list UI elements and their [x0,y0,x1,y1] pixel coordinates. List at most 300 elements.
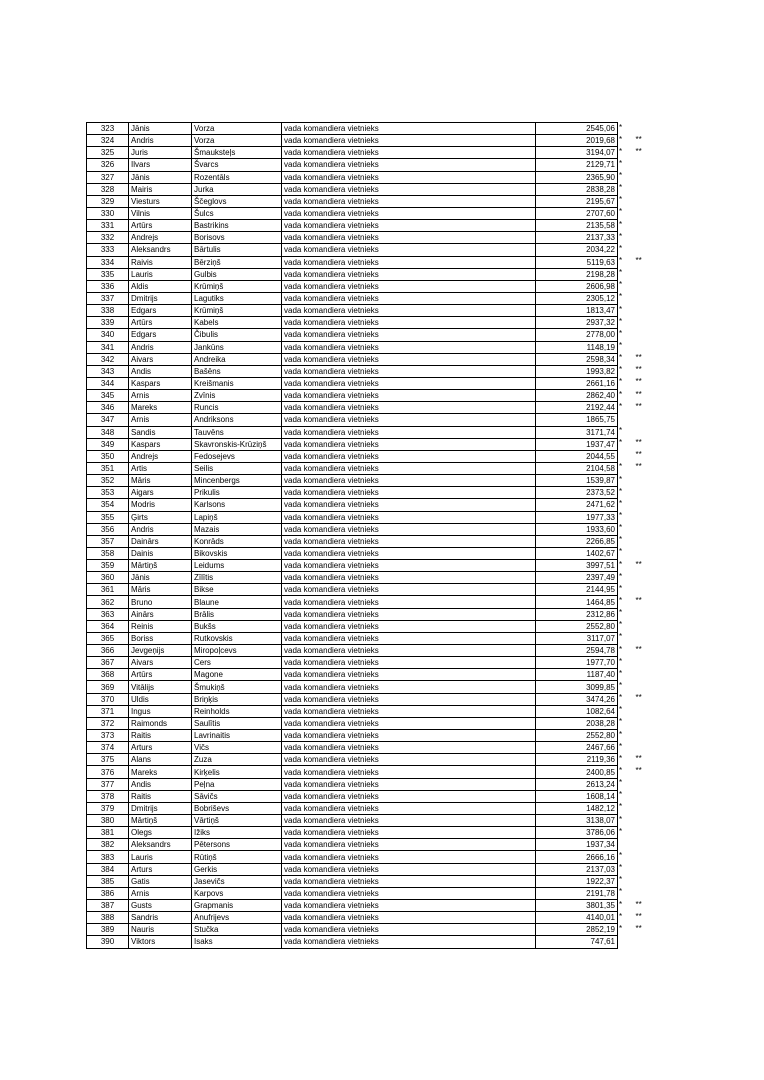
mark-double [630,620,662,632]
position: vada komandiera vietnieks [282,900,536,912]
last-name: Cers [192,657,282,669]
last-name: Karpovs [192,887,282,899]
mark-double [630,232,662,244]
amount: 2666,16 [536,851,618,863]
mark-single: * [619,511,623,520]
first-name: Kaspars [129,377,192,389]
table-row [87,875,662,887]
mark-double [630,329,662,341]
position: vada komandiera vietnieks [282,936,536,948]
first-name: Ģirts [129,511,192,523]
mark-double [630,669,662,681]
row-number: 339 [87,317,129,329]
mark-single: * [619,656,623,666]
mark-single: * [619,365,623,375]
last-name: Jurka [192,183,282,195]
row-number: 361 [87,584,129,596]
mark-single: * [619,583,623,593]
mark-double: ** [635,765,642,775]
first-name: Ainārs [129,608,192,620]
position: vada komandiera vietnieks [282,875,536,887]
last-name: Rutkovskis [192,632,282,644]
mark-single: * [619,911,623,921]
row-number: 355 [87,511,129,523]
amount: 3997,51 [536,560,618,572]
row-number: 389 [87,924,129,936]
position: vada komandiera vietnieks [282,305,536,317]
last-name: Saulītis [192,717,282,729]
last-name: Bārtulis [192,244,282,256]
mark-double: ** [635,438,642,448]
last-name: Borisovs [192,232,282,244]
last-name: Šulcs [192,207,282,219]
position: vada komandiera vietnieks [282,912,536,924]
row-number: 378 [87,790,129,802]
first-name: Raitis [129,790,192,802]
last-name: Reinholds [192,705,282,717]
table-row [87,560,662,572]
row-number: 340 [87,329,129,341]
first-name: Mairis [129,183,192,195]
row-number: 326 [87,159,129,171]
position: vada komandiera vietnieks [282,317,536,329]
first-name: Dainārs [129,535,192,547]
last-name: Krūmiņš [192,305,282,317]
table-row [87,839,662,851]
row-number: 350 [87,450,129,462]
table-row [87,535,662,547]
last-name: Stučka [192,924,282,936]
mark-single: * [619,559,623,569]
first-name: Artūrs [129,317,192,329]
mark-double: ** [635,595,642,605]
last-name: Brālis [192,608,282,620]
first-name: Mārtiņš [129,815,192,827]
position: vada komandiera vietnieks [282,414,536,426]
amount: 1977,70 [536,657,618,669]
table-row [87,305,662,317]
row-number: 345 [87,390,129,402]
last-name: Vorza [192,135,282,147]
position: vada komandiera vietnieks [282,377,536,389]
first-name: Ilvars [129,159,192,171]
row-number: 380 [87,815,129,827]
position: vada komandiera vietnieks [282,135,536,147]
position: vada komandiera vietnieks [282,232,536,244]
first-name: Aleksandrs [129,244,192,256]
table-row [87,135,662,147]
mark-double [630,341,662,353]
mark-double [630,414,662,426]
mark-single: * [619,377,623,387]
mark-single: * [619,717,623,727]
amount: 2400,85 [536,766,618,778]
position: vada komandiera vietnieks [282,754,536,766]
position: vada komandiera vietnieks [282,207,536,219]
mark-double [630,839,662,851]
mark-single: * [619,474,623,484]
mark-double: ** [635,146,642,156]
first-name: Dmitrijs [129,292,192,304]
position: vada komandiera vietnieks [282,487,536,499]
row-number: 329 [87,195,129,207]
mark-double: ** [635,389,642,399]
last-name: Zvīnis [192,390,282,402]
first-name: Kaspars [129,438,192,450]
mark-double [630,207,662,219]
table-row [87,742,662,754]
position: vada komandiera vietnieks [282,596,536,608]
table-row [87,220,662,232]
position: vada komandiera vietnieks [282,390,536,402]
mark-single: * [619,401,623,411]
position: vada komandiera vietnieks [282,657,536,669]
table-row [87,462,662,474]
amount: 2034,22 [536,244,618,256]
amount: 4140,01 [536,912,618,924]
mark-double [630,608,662,620]
last-name: Andreika [192,353,282,365]
last-name: Bastrikins [192,220,282,232]
amount: 2471,62 [536,499,618,511]
mark-single: * [619,608,623,618]
mark-double [630,511,662,523]
position: vada komandiera vietnieks [282,839,536,851]
table-row [87,426,662,438]
last-name: Ižiks [192,827,282,839]
last-name: Gulbis [192,268,282,280]
last-name: Fedosejevs [192,450,282,462]
position: vada komandiera vietnieks [282,365,536,377]
amount: 1148,19 [536,341,618,353]
mark-double [630,584,662,596]
mark-single: * [619,134,623,144]
mark-single: * [619,158,623,168]
position: vada komandiera vietnieks [282,535,536,547]
position: vada komandiera vietnieks [282,341,536,353]
first-name: Raivis [129,256,192,268]
table-row [87,280,662,292]
last-name: Peļna [192,778,282,790]
row-number: 366 [87,645,129,657]
row-number: 323 [87,123,129,135]
table-row [87,511,662,523]
last-name: Bobriševs [192,802,282,814]
row-number: 368 [87,669,129,681]
first-name: Andis [129,778,192,790]
first-name: Māris [129,584,192,596]
table-row [87,523,662,535]
first-name: Andris [129,135,192,147]
position: vada komandiera vietnieks [282,450,536,462]
last-name: Vārtiņš [192,815,282,827]
mark-double: ** [635,923,642,933]
mark-single: * [619,863,623,873]
row-number: 385 [87,875,129,887]
first-name: Artūrs [129,220,192,232]
mark-double: ** [635,450,642,460]
mark-single: * [619,268,623,278]
position: vada komandiera vietnieks [282,292,536,304]
amount: 2312,86 [536,608,618,620]
position: vada komandiera vietnieks [282,171,536,183]
mark-single: * [619,122,623,132]
amount: 2606,98 [536,280,618,292]
first-name: Arnis [129,390,192,402]
mark-double: ** [635,693,642,703]
row-number: 331 [87,220,129,232]
last-name: Kirķelis [192,766,282,778]
table-row [87,632,662,644]
mark-double: ** [635,899,642,909]
mark-single: * [619,438,623,448]
mark-single: * [619,680,623,690]
mark-double [630,523,662,535]
mark-single: * [619,765,623,775]
table-row [87,936,662,948]
amount: 2191,78 [536,887,618,899]
table-row [87,475,662,487]
mark-single: * [619,171,623,181]
mark-single: * [619,826,623,836]
table-row [87,377,662,389]
last-name: Lagutiks [192,292,282,304]
mark-double [630,875,662,887]
amount: 1464,85 [536,596,618,608]
mark-double: ** [635,559,642,569]
first-name: Dmitrijs [129,802,192,814]
mark-double [630,778,662,790]
first-name: Mareks [129,766,192,778]
last-name: Blaune [192,596,282,608]
mark-double [630,790,662,802]
table-row [87,159,662,171]
table-row [87,705,662,717]
mark-double [630,220,662,232]
table-row [87,681,662,693]
row-number: 333 [87,244,129,256]
first-name: Gusts [129,900,192,912]
row-number: 372 [87,717,129,729]
position: vada komandiera vietnieks [282,220,536,232]
table-row [87,450,662,462]
position: vada komandiera vietnieks [282,462,536,474]
table-row [87,827,662,839]
mark-single [618,450,630,462]
row-number: 338 [87,305,129,317]
position: vada komandiera vietnieks [282,426,536,438]
mark-double [630,887,662,899]
mark-double [630,851,662,863]
mark-single [618,414,630,426]
amount: 2467,66 [536,742,618,754]
position: vada komandiera vietnieks [282,766,536,778]
first-name: Arturs [129,863,192,875]
position: vada komandiera vietnieks [282,778,536,790]
amount: 1402,67 [536,547,618,559]
position: vada komandiera vietnieks [282,499,536,511]
first-name: Arturs [129,742,192,754]
row-number: 374 [87,742,129,754]
position: vada komandiera vietnieks [282,147,536,159]
row-number: 336 [87,280,129,292]
position: vada komandiera vietnieks [282,730,536,742]
mark-double [630,475,662,487]
mark-double [630,657,662,669]
amount: 2198,28 [536,268,618,280]
first-name: Artūrs [129,669,192,681]
table-row [87,693,662,705]
last-name: Kreišmanis [192,377,282,389]
mark-double [630,827,662,839]
row-number: 375 [87,754,129,766]
last-name: Vorza [192,123,282,135]
mark-single: * [619,243,623,253]
amount: 2135,58 [536,220,618,232]
table-row [87,900,662,912]
first-name: Edgars [129,305,192,317]
first-name: Uldis [129,693,192,705]
position: vada komandiera vietnieks [282,887,536,899]
position: vada komandiera vietnieks [282,645,536,657]
amount: 1539,87 [536,475,618,487]
first-name: Arnis [129,414,192,426]
amount: 2129,71 [536,159,618,171]
mark-double: ** [635,365,642,375]
amount: 3138,07 [536,815,618,827]
position: vada komandiera vietnieks [282,547,536,559]
first-name: Aivars [129,657,192,669]
position: vada komandiera vietnieks [282,620,536,632]
first-name: Vitālijs [129,681,192,693]
amount: 2838,28 [536,183,618,195]
position: vada komandiera vietnieks [282,584,536,596]
table-row [87,317,662,329]
table-row [87,414,662,426]
row-number: 382 [87,839,129,851]
amount: 2598,34 [536,353,618,365]
first-name: Lauris [129,851,192,863]
mark-single [618,936,630,948]
amount: 2305,12 [536,292,618,304]
row-number: 330 [87,207,129,219]
first-name: Bruno [129,596,192,608]
last-name: Šmukiņš [192,681,282,693]
table-row [87,924,662,936]
last-name: Miropoļcevs [192,645,282,657]
mark-single: * [619,850,623,860]
mark-single: * [619,341,623,351]
amount: 1082,64 [536,705,618,717]
first-name: Juris [129,147,192,159]
row-number: 348 [87,426,129,438]
mark-double [630,815,662,827]
mark-single: * [619,887,623,897]
mark-single: * [619,280,623,290]
first-name: Andris [129,341,192,353]
mark-single: * [619,462,623,472]
amount: 5119,63 [536,256,618,268]
amount: 1937,34 [536,839,618,851]
first-name: Boriss [129,632,192,644]
amount: 1933,60 [536,523,618,535]
amount: 2661,16 [536,377,618,389]
mark-double [630,547,662,559]
table-row [87,292,662,304]
last-name: Andriksons [192,414,282,426]
first-name: Jānis [129,572,192,584]
table-row [87,207,662,219]
last-name: Grapmanis [192,900,282,912]
mark-single: * [619,814,623,824]
mark-single: * [619,426,623,436]
first-name: Jevgeņijs [129,645,192,657]
last-name: Šmauksteļs [192,147,282,159]
first-name: Artis [129,462,192,474]
row-number: 384 [87,863,129,875]
table-row [87,657,662,669]
row-number: 370 [87,693,129,705]
mark-double [630,705,662,717]
mark-single: * [619,328,623,338]
table-row [87,499,662,511]
amount: 3801,35 [536,900,618,912]
mark-single: * [619,693,623,703]
position: vada komandiera vietnieks [282,353,536,365]
mark-double: ** [635,353,642,363]
table-row [87,912,662,924]
amount: 2192,44 [536,402,618,414]
amount: 2137,33 [536,232,618,244]
mark-single: * [619,595,623,605]
last-name: Sāvičs [192,790,282,802]
position: vada komandiera vietnieks [282,669,536,681]
row-number: 325 [87,147,129,159]
row-number: 390 [87,936,129,948]
first-name: Reinis [129,620,192,632]
last-name: Vičs [192,742,282,754]
position: vada komandiera vietnieks [282,523,536,535]
first-name: Andis [129,365,192,377]
first-name: Jānis [129,123,192,135]
position: vada komandiera vietnieks [282,681,536,693]
amount: 2852,19 [536,924,618,936]
position: vada komandiera vietnieks [282,632,536,644]
last-name: Runcis [192,402,282,414]
mark-double [630,268,662,280]
table-row [87,572,662,584]
table-row [87,171,662,183]
mark-double [630,487,662,499]
row-number: 381 [87,827,129,839]
table-row [87,887,662,899]
amount: 2397,49 [536,572,618,584]
first-name: Nauris [129,924,192,936]
mark-single: * [619,741,623,751]
first-name: Sandris [129,912,192,924]
last-name: Krūmiņš [192,280,282,292]
table-row [87,268,662,280]
table-row [87,863,662,875]
amount: 2038,28 [536,717,618,729]
amount: 1482,12 [536,802,618,814]
row-number: 371 [87,705,129,717]
row-number: 376 [87,766,129,778]
position: vada komandiera vietnieks [282,924,536,936]
first-name: Viktors [129,936,192,948]
mark-double [630,717,662,729]
last-name: Gerkis [192,863,282,875]
